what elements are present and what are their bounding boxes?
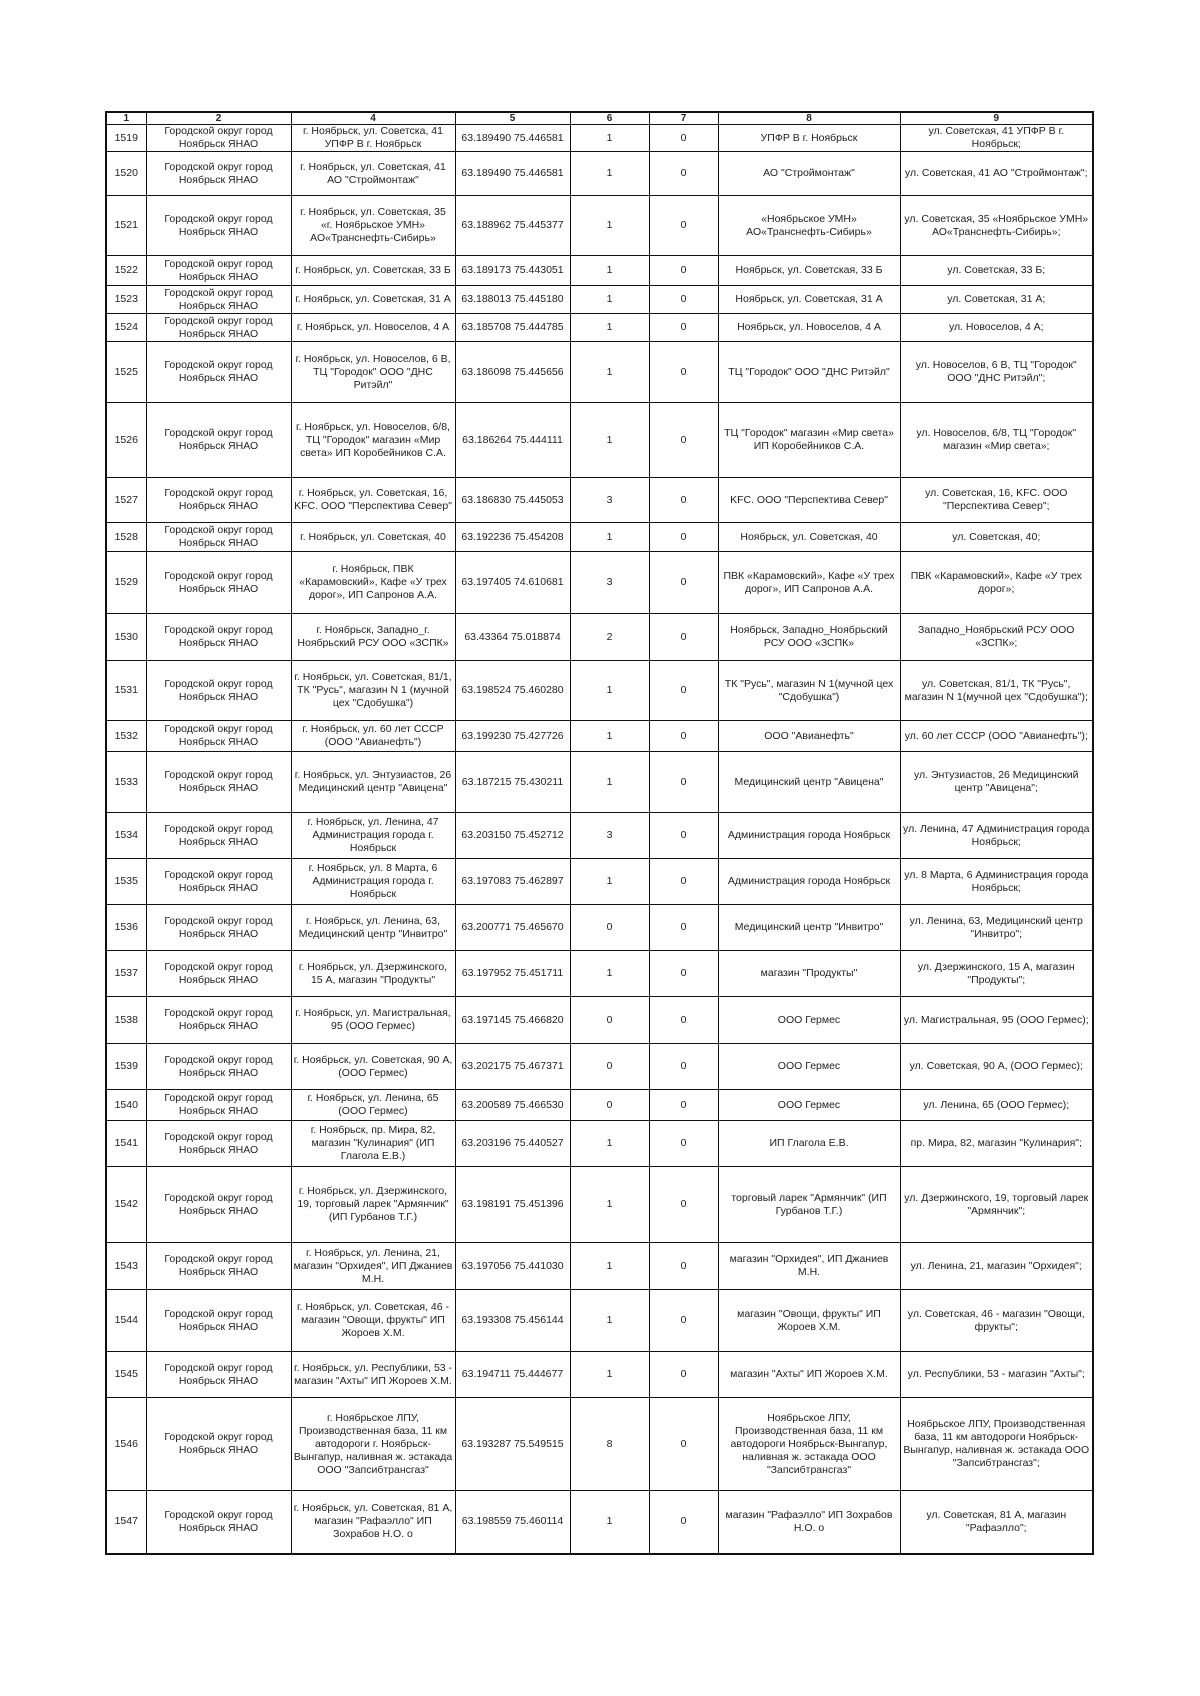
column-7-cell: 0 [649, 1352, 718, 1398]
coordinates-cell: 63.202175 75.467371 [455, 1044, 570, 1090]
district-cell: Городской округ город Ноябрьск ЯНАО [146, 1491, 291, 1554]
table-row [106, 196, 1093, 256]
location-cell: ул. Республики, 53 - магазин "Ахты"; [900, 1352, 1093, 1398]
table-row [106, 1044, 1093, 1090]
coordinates-cell: 63.185708 75.444785 [455, 314, 570, 342]
place-name-cell: ООО Гермес [718, 997, 900, 1044]
place-name-cell: магазин "Орхидея", ИП Джаниев М.Н. [718, 1243, 900, 1290]
district-cell: Городской округ город Ноябрьск ЯНАО [146, 859, 291, 905]
data-table-sheet [105, 111, 1092, 1555]
place-name-cell: Администрация города Ноябрьск [718, 859, 900, 905]
coordinates-cell: 63.197952 75.451711 [455, 951, 570, 997]
address-cell: г. Ноябрьск, ул. Советская, 81/1, ТК "Русь", магазин N 1 (мучной цех "Сдобушка") [291, 661, 455, 721]
column-header: 4 [291, 112, 455, 125]
column-7-cell: 0 [649, 403, 718, 478]
table-row [106, 1121, 1093, 1167]
row-number-cell: 1532 [106, 721, 146, 752]
column-7-cell: 0 [649, 478, 718, 523]
district-cell: Городской округ город Ноябрьск ЯНАО [146, 614, 291, 661]
address-cell: г. Ноябрьск, ул. Ленина, 65 (ООО Гермес) [291, 1090, 455, 1121]
place-name-cell: магазин "Продукты" [718, 951, 900, 997]
column-7-cell: 0 [649, 1290, 718, 1352]
table-row [106, 951, 1093, 997]
row-number-cell: 1545 [106, 1352, 146, 1398]
column-7-cell: 0 [649, 721, 718, 752]
place-name-cell: ПВК «Карамовский», Кафе «У трех дорог», ИП Сапронов А.А. [718, 552, 900, 614]
column-6-cell: 1 [570, 1167, 649, 1243]
column-6-cell: 0 [570, 1090, 649, 1121]
table-row [106, 125, 1093, 152]
location-cell: ул. Ленина, 21, магазин "Орхидея"; [900, 1243, 1093, 1290]
column-6-cell: 8 [570, 1398, 649, 1491]
table-body [106, 125, 1093, 1554]
table-row [106, 1491, 1093, 1554]
table-row [106, 661, 1093, 721]
location-cell: ул. Новоселов, 6 В, ТЦ "Городок" ООО "ДНС Ритэйл"; [900, 342, 1093, 403]
location-cell: ул. Энтузиастов, 26 Медицинский центр "Авицена"; [900, 752, 1093, 813]
address-cell: г. Ноябрьск, ул. Магистральная, 95 (ООО Гермес) [291, 997, 455, 1044]
table-row [106, 478, 1093, 523]
table-row [106, 1090, 1093, 1121]
table-row [106, 1243, 1093, 1290]
location-cell: ул. Ленина, 47 Администрация города Ноябрьск; [900, 813, 1093, 859]
district-cell: Городской округ город Ноябрьск ЯНАО [146, 152, 291, 196]
coordinates-cell: 63.197405 74.610681 [455, 552, 570, 614]
table-row [106, 1167, 1093, 1243]
address-cell: г. Ноябрьск, ул. Советска, 41 УПФР В г. Ноябрьск [291, 125, 455, 152]
district-cell: Городской округ город Ноябрьск ЯНАО [146, 752, 291, 813]
column-7-cell: 0 [649, 1243, 718, 1290]
location-cell: ул. Советская, 33 Б; [900, 256, 1093, 286]
table-row [106, 614, 1093, 661]
address-cell: г. Ноябрьск, ПВК «Карамовский», Кафе «У трех дорог», ИП Сапронов А.А. [291, 552, 455, 614]
address-cell: г. Ноябрьск, ул. Ленина, 21, магазин "Орхидея", ИП Джаниев М.Н. [291, 1243, 455, 1290]
column-7-cell: 0 [649, 1491, 718, 1554]
location-cell: ул. 8 Марта, 6 Администрация города Ноябрьск; [900, 859, 1093, 905]
coordinates-cell: 63.198191 75.451396 [455, 1167, 570, 1243]
coordinates-cell: 63.188013 75.445180 [455, 286, 570, 314]
location-cell: ул. Советская, 31 А; [900, 286, 1093, 314]
place-name-cell: АО "Строймонтаж" [718, 152, 900, 196]
row-number-cell: 1543 [106, 1243, 146, 1290]
location-cell: ул. Советская, 40; [900, 523, 1093, 552]
address-cell: г. Ноябрьск, ул. Советская, 16, KFC. ООО "Перспектива Север" [291, 478, 455, 523]
place-name-cell: магазин "Овощи, фрукты" ИП Жороев Х.М. [718, 1290, 900, 1352]
district-cell: Городской округ город Ноябрьск ЯНАО [146, 1290, 291, 1352]
table-row [106, 859, 1093, 905]
column-6-cell: 1 [570, 1121, 649, 1167]
place-name-cell: Ноябрьск, ул. Советская, 31 А [718, 286, 900, 314]
row-number-cell: 1520 [106, 152, 146, 196]
place-name-cell: Медицинский центр "Инвитро" [718, 905, 900, 951]
address-cell: г. Ноябрьск, Западно_г. Ноябрьский РСУ ООО «ЗСПК» [291, 614, 455, 661]
coordinates-cell: 63.199230 75.427726 [455, 721, 570, 752]
address-cell: г. Ноябрьск, ул. Ленина, 47 Администрация города г. Ноябрьск [291, 813, 455, 859]
row-number-cell: 1531 [106, 661, 146, 721]
column-6-cell: 3 [570, 552, 649, 614]
place-name-cell: УПФР В г. Ноябрьск [718, 125, 900, 152]
place-name-cell: Ноябрьск, Западно_Ноябрьский РСУ ООО «ЗСПК» [718, 614, 900, 661]
location-cell: Ноябрьское ЛПУ, Производственная база, 11 км автодороги Ноябрьск-Вынгапур, наливная ж. эстакада ООО "Запсибтрансгаз"; [900, 1398, 1093, 1491]
place-name-cell: KFC. ООО "Перспектива Север" [718, 478, 900, 523]
table-row [106, 997, 1093, 1044]
location-cell: ул. Советская, 90 А, (ООО Гермес); [900, 1044, 1093, 1090]
address-cell: г. Ноябрьск, пр. Мира, 82, магазин "Кулинария" (ИП Глагола Е.В.) [291, 1121, 455, 1167]
address-cell: г. Ноябрьск, ул. 8 Марта, 6 Администрация города г. Ноябрьск [291, 859, 455, 905]
row-number-cell: 1522 [106, 256, 146, 286]
column-7-cell: 0 [649, 342, 718, 403]
location-cell: ул. Ленина, 65 (ООО Гермес); [900, 1090, 1093, 1121]
row-number-cell: 1521 [106, 196, 146, 256]
coordinates-cell: 63.193308 75.456144 [455, 1290, 570, 1352]
district-cell: Городской округ город Ноябрьск ЯНАО [146, 478, 291, 523]
district-cell: Городской округ город Ноябрьск ЯНАО [146, 1090, 291, 1121]
row-number-cell: 1527 [106, 478, 146, 523]
district-cell: Городской округ город Ноябрьск ЯНАО [146, 721, 291, 752]
column-6-cell: 1 [570, 859, 649, 905]
column-7-cell: 0 [649, 1044, 718, 1090]
column-7-cell: 0 [649, 905, 718, 951]
address-cell: г. Ноябрьск, ул. Ленина, 63, Медицинский центр "Инвитро" [291, 905, 455, 951]
coordinates-cell: 63.186830 75.445053 [455, 478, 570, 523]
district-cell: Городской округ город Ноябрьск ЯНАО [146, 905, 291, 951]
table-row [106, 314, 1093, 342]
coordinates-cell: 63.187215 75.430211 [455, 752, 570, 813]
row-number-cell: 1539 [106, 1044, 146, 1090]
address-cell: г. Ноябрьск, ул. Дзержинского, 19, торговый ларек "Армянчик" (ИП Гурбанов Т.Г.) [291, 1167, 455, 1243]
address-cell: г. Ноябрьск, ул. Советская, 35 «г. Ноябрьское УМН» АО«Транснефть-Сибирь» [291, 196, 455, 256]
place-name-cell: магазин "Рафаэлло" ИП Зохрабов Н.О. о [718, 1491, 900, 1554]
district-cell: Городской округ город Ноябрьск ЯНАО [146, 1044, 291, 1090]
location-cell: Западно_Ноябрьский РСУ ООО «ЗСПК»; [900, 614, 1093, 661]
place-name-cell: ТК "Русь", магазин N 1(мучной цех "Сдобушка") [718, 661, 900, 721]
column-6-cell: 2 [570, 614, 649, 661]
row-number-cell: 1538 [106, 997, 146, 1044]
place-name-cell: Ноябрьск, ул. Советская, 40 [718, 523, 900, 552]
district-cell: Городской округ город Ноябрьск ЯНАО [146, 403, 291, 478]
coordinates-cell: 63.188962 75.445377 [455, 196, 570, 256]
column-header: 5 [455, 112, 570, 125]
column-6-cell: 1 [570, 314, 649, 342]
column-header: 6 [570, 112, 649, 125]
row-number-cell: 1526 [106, 403, 146, 478]
column-7-cell: 0 [649, 286, 718, 314]
district-cell: Городской округ город Ноябрьск ЯНАО [146, 813, 291, 859]
column-7-cell: 0 [649, 1121, 718, 1167]
table-row [106, 342, 1093, 403]
data-table [105, 111, 1094, 1555]
district-cell: Городской округ город Ноябрьск ЯНАО [146, 1243, 291, 1290]
place-name-cell: Ноябрьск, ул. Новоселов, 4 А [718, 314, 900, 342]
district-cell: Городской округ город Ноябрьск ЯНАО [146, 1352, 291, 1398]
location-cell: ул. Дзержинского, 19, торговый ларек "Армянчик"; [900, 1167, 1093, 1243]
column-7-cell: 0 [649, 813, 718, 859]
column-7-cell: 0 [649, 552, 718, 614]
column-6-cell: 1 [570, 752, 649, 813]
table-row [106, 752, 1093, 813]
district-cell: Городской округ город Ноябрьск ЯНАО [146, 286, 291, 314]
row-number-cell: 1542 [106, 1167, 146, 1243]
coordinates-cell: 63.197145 75.466820 [455, 997, 570, 1044]
row-number-cell: 1546 [106, 1398, 146, 1491]
column-6-cell: 1 [570, 286, 649, 314]
column-6-cell: 1 [570, 403, 649, 478]
coordinates-cell: 63.43364 75.018874 [455, 614, 570, 661]
column-7-cell: 0 [649, 1398, 718, 1491]
column-7-cell: 0 [649, 661, 718, 721]
column-6-cell: 1 [570, 1243, 649, 1290]
coordinates-cell: 63.194711 75.444677 [455, 1352, 570, 1398]
district-cell: Городской округ город Ноябрьск ЯНАО [146, 661, 291, 721]
column-6-cell: 1 [570, 152, 649, 196]
district-cell: Городской округ город Ноябрьск ЯНАО [146, 256, 291, 286]
column-6-cell: 1 [570, 342, 649, 403]
table-row [106, 1398, 1093, 1491]
coordinates-cell: 63.189173 75.443051 [455, 256, 570, 286]
column-7-cell: 0 [649, 1167, 718, 1243]
column-7-cell: 0 [649, 256, 718, 286]
address-cell: г. Ноябрьск, ул. Новоселов, 4 А [291, 314, 455, 342]
place-name-cell: «Ноябрьское УМН» АО«Транснефть-Сибирь» [718, 196, 900, 256]
coordinates-cell: 63.192236 75.454208 [455, 523, 570, 552]
column-6-cell: 1 [570, 951, 649, 997]
address-cell: г. Ноябрьск, ул. Советская, 40 [291, 523, 455, 552]
column-6-cell: 3 [570, 478, 649, 523]
coordinates-cell: 63.200771 75.465670 [455, 905, 570, 951]
coordinates-cell: 63.193287 75.549515 [455, 1398, 570, 1491]
coordinates-cell: 63.197083 75.462897 [455, 859, 570, 905]
column-7-cell: 0 [649, 997, 718, 1044]
column-6-cell: 1 [570, 1290, 649, 1352]
coordinates-cell: 63.200589 75.466530 [455, 1090, 570, 1121]
coordinates-cell: 63.186098 75.445656 [455, 342, 570, 403]
district-cell: Городской округ город Ноябрьск ЯНАО [146, 196, 291, 256]
table-row [106, 721, 1093, 752]
row-number-cell: 1534 [106, 813, 146, 859]
row-number-cell: 1540 [106, 1090, 146, 1121]
row-number-cell: 1528 [106, 523, 146, 552]
row-number-cell: 1544 [106, 1290, 146, 1352]
column-7-cell: 0 [649, 859, 718, 905]
coordinates-cell: 63.189490 75.446581 [455, 152, 570, 196]
location-cell: ул. Магистральная, 95 (ООО Гермес); [900, 997, 1093, 1044]
column-6-cell: 0 [570, 997, 649, 1044]
column-6-cell: 1 [570, 256, 649, 286]
place-name-cell: торговый ларек "Армянчик" (ИП Гурбанов Т.Г.) [718, 1167, 900, 1243]
column-7-cell: 0 [649, 523, 718, 552]
location-cell: ул. Советская, 81 А, магазин "Рафаэлло"; [900, 1491, 1093, 1554]
column-7-cell: 0 [649, 314, 718, 342]
address-cell: г. Ноябрьск, ул. Советская, 46 - магазин "Овощи, фрукты" ИП Жороев Х.М. [291, 1290, 455, 1352]
coordinates-cell: 63.203150 75.452712 [455, 813, 570, 859]
location-cell: ул. Советская, 46 - магазин "Овощи, фрукты"; [900, 1290, 1093, 1352]
location-cell: ул. Советская, 81/1, ТК "Русь", магазин N 1(мучной цех "Сдобушка"); [900, 661, 1093, 721]
location-cell: ул. Советская, 35 «Ноябрьское УМН» АО«Транснефть-Сибирь»; [900, 196, 1093, 256]
column-7-cell: 0 [649, 614, 718, 661]
location-cell: ул. Новоселов, 6/8, ТЦ "Городок" магазин «Мир света»; [900, 403, 1093, 478]
header-row [106, 112, 1093, 125]
place-name-cell: Ноябрьское ЛПУ, Производственная база, 11 км автодороги Ноябрьск-Вынгапур, наливная ж. эстакада ООО "Запсибтрансгаз" [718, 1398, 900, 1491]
place-name-cell: ООО Гермес [718, 1090, 900, 1121]
row-number-cell: 1547 [106, 1491, 146, 1554]
address-cell: г. Ноябрьск, ул. Энтузиастов, 26 Медицинский центр "Авицена" [291, 752, 455, 813]
row-number-cell: 1541 [106, 1121, 146, 1167]
place-name-cell: Ноябрьск, ул. Советская, 33 Б [718, 256, 900, 286]
table-row [106, 286, 1093, 314]
row-number-cell: 1523 [106, 286, 146, 314]
place-name-cell: Медицинский центр "Авицена" [718, 752, 900, 813]
coordinates-cell: 63.198524 75.460280 [455, 661, 570, 721]
address-cell: г. Ноябрьск, ул. Советская, 41 АО "Строймонтаж" [291, 152, 455, 196]
address-cell: г. Ноябрьск, ул. Новоселов, 6/8, ТЦ "Городок" магазин «Мир света» ИП Коробейников С.А. [291, 403, 455, 478]
place-name-cell: магазин "Ахты" ИП Жороев Х.М. [718, 1352, 900, 1398]
column-7-cell: 0 [649, 1090, 718, 1121]
column-header: 9 [900, 112, 1093, 125]
address-cell: г. Ноябрьск, ул. Республики, 53 - магазин "Ахты" ИП Жороев Х.М. [291, 1352, 455, 1398]
column-7-cell: 0 [649, 152, 718, 196]
table-row [106, 256, 1093, 286]
district-cell: Городской округ город Ноябрьск ЯНАО [146, 1167, 291, 1243]
district-cell: Городской округ город Ноябрьск ЯНАО [146, 1398, 291, 1491]
column-6-cell: 1 [570, 523, 649, 552]
district-cell: Городской округ город Ноябрьск ЯНАО [146, 951, 291, 997]
address-cell: г. Ноябрьское ЛПУ, Производственная база, 11 км автодороги г. Ноябрьск-Вынгапур, наливная ж. эстакада ООО "Запсибтрансгаз" [291, 1398, 455, 1491]
place-name-cell: ООО Гермес [718, 1044, 900, 1090]
column-7-cell: 0 [649, 752, 718, 813]
row-number-cell: 1524 [106, 314, 146, 342]
district-cell: Городской округ город Ноябрьск ЯНАО [146, 314, 291, 342]
coordinates-cell: 63.197056 75.441030 [455, 1243, 570, 1290]
address-cell: г. Ноябрьск, ул. 60 лет СССР (ООО "Авианефть") [291, 721, 455, 752]
table-row [106, 523, 1093, 552]
column-6-cell: 0 [570, 905, 649, 951]
row-number-cell: 1536 [106, 905, 146, 951]
column-6-cell: 1 [570, 1491, 649, 1554]
column-6-cell: 1 [570, 721, 649, 752]
address-cell: г. Ноябрьск, ул. Дзержинского, 15 А, магазин "Продукты" [291, 951, 455, 997]
table-row [106, 1352, 1093, 1398]
column-6-cell: 1 [570, 196, 649, 256]
location-cell: ПВК «Карамовский», Кафе «У трех дорог»; [900, 552, 1093, 614]
address-cell: г. Ноябрьск, ул. Советская, 33 Б [291, 256, 455, 286]
table-row [106, 403, 1093, 478]
column-header: 8 [718, 112, 900, 125]
address-cell: г. Ноябрьск, ул. Советская, 31 А [291, 286, 455, 314]
place-name-cell: ООО "Авианефть" [718, 721, 900, 752]
location-cell: ул. Новоселов, 4 А; [900, 314, 1093, 342]
district-cell: Городской округ город Ноябрьск ЯНАО [146, 1121, 291, 1167]
table-row [106, 905, 1093, 951]
district-cell: Городской округ город Ноябрьск ЯНАО [146, 523, 291, 552]
table-row [106, 152, 1093, 196]
coordinates-cell: 63.189490 75.446581 [455, 125, 570, 152]
district-cell: Городской округ город Ноябрьск ЯНАО [146, 552, 291, 614]
place-name-cell: ТЦ "Городок" магазин «Мир света» ИП Коробейников С.А. [718, 403, 900, 478]
row-number-cell: 1519 [106, 125, 146, 152]
column-6-cell: 0 [570, 1044, 649, 1090]
column-7-cell: 0 [649, 125, 718, 152]
row-number-cell: 1533 [106, 752, 146, 813]
column-header: 7 [649, 112, 718, 125]
column-6-cell: 1 [570, 661, 649, 721]
location-cell: ул. Советская, 16, KFC. ООО "Перспектива Север"; [900, 478, 1093, 523]
table-row [106, 552, 1093, 614]
table-row [106, 813, 1093, 859]
location-cell: пр. Мира, 82, магазин "Кулинария"; [900, 1121, 1093, 1167]
place-name-cell: ТЦ "Городок" ООО "ДНС Ритэйл" [718, 342, 900, 403]
row-number-cell: 1535 [106, 859, 146, 905]
address-cell: г. Ноябрьск, ул. Советская, 81 А, магазин "Рафаэлло" ИП Зохрабов Н.О. о [291, 1491, 455, 1554]
column-header: 1 [106, 112, 146, 125]
column-6-cell: 1 [570, 1352, 649, 1398]
location-cell: ул. Советская, 41 АО "Строймонтаж"; [900, 152, 1093, 196]
coordinates-cell: 63.186264 75.444111 [455, 403, 570, 478]
row-number-cell: 1530 [106, 614, 146, 661]
district-cell: Городской округ город Ноябрьск ЯНАО [146, 997, 291, 1044]
column-7-cell: 0 [649, 196, 718, 256]
location-cell: ул. 60 лет СССР (ООО "Авианефть"); [900, 721, 1093, 752]
column-6-cell: 3 [570, 813, 649, 859]
coordinates-cell: 63.203196 75.440527 [455, 1121, 570, 1167]
place-name-cell: ИП Глагола Е.В. [718, 1121, 900, 1167]
column-header: 2 [146, 112, 291, 125]
row-number-cell: 1525 [106, 342, 146, 403]
district-cell: Городской округ город Ноябрьск ЯНАО [146, 342, 291, 403]
address-cell: г. Ноябрьск, ул. Новоселов, 6 В, ТЦ "Городок" ООО "ДНС Ритэйл" [291, 342, 455, 403]
place-name-cell: Администрация города Ноябрьск [718, 813, 900, 859]
column-6-cell: 1 [570, 125, 649, 152]
row-number-cell: 1529 [106, 552, 146, 614]
district-cell: Городской округ город Ноябрьск ЯНАО [146, 125, 291, 152]
row-number-cell: 1537 [106, 951, 146, 997]
table-row [106, 1290, 1093, 1352]
location-cell: ул. Советская, 41 УПФР В г. Ноябрьск; [900, 125, 1093, 152]
address-cell: г. Ноябрьск, ул. Советская, 90 А, (ООО Гермес) [291, 1044, 455, 1090]
location-cell: ул. Дзержинского, 15 А, магазин "Продукты"; [900, 951, 1093, 997]
column-7-cell: 0 [649, 951, 718, 997]
location-cell: ул. Ленина, 63, Медицинский центр "Инвитро"; [900, 905, 1093, 951]
coordinates-cell: 63.198559 75.460114 [455, 1491, 570, 1554]
